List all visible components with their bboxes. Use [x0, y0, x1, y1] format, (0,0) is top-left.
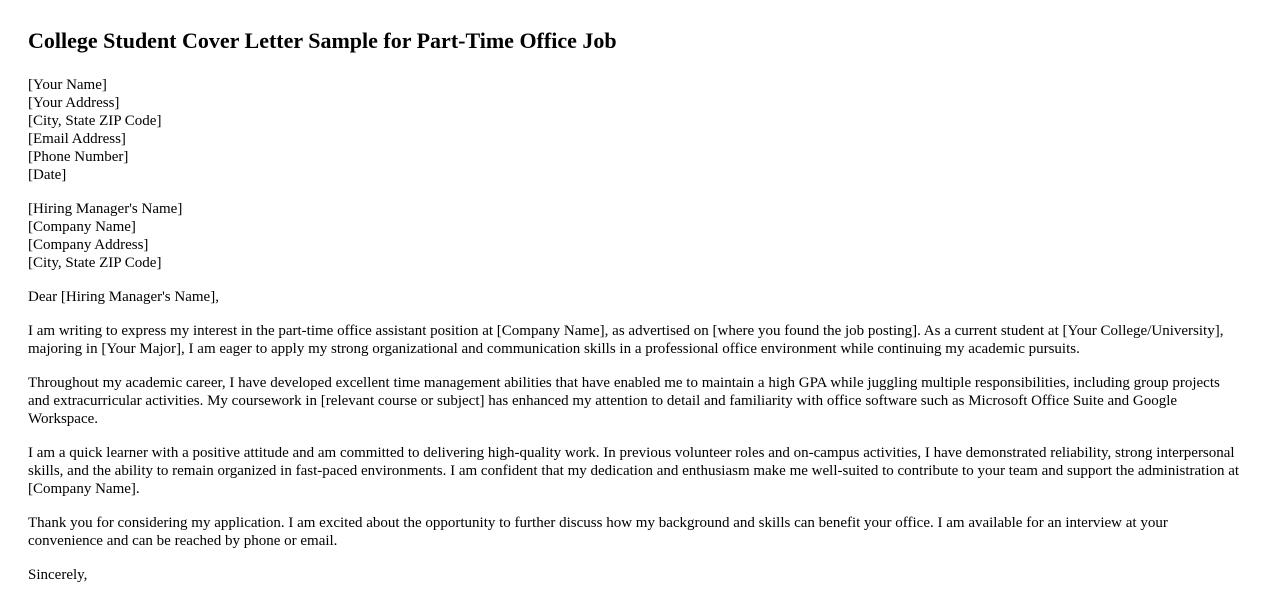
- sender-address-block: [28, 76, 1250, 184]
- recipient-company: [Company Name]: [28, 219, 136, 235]
- recipient-name: [Hiring Manager's Name]: [28, 201, 183, 217]
- page-title: College Student Cover Letter Sample for Part-Time Office Job: [28, 28, 617, 53]
- body-paragraph-1: I am writing to express my interest in the part-time office assistant position at [Company Name], as advertised on [where you found the job posting]. As a current student at [Your College/University], majoring in [Your Major], I am eager to apply my strong organizational and communication skills in a professional office environment while continuing my academic pursuits.: [28, 323, 1224, 357]
- salutation: Dear [Hiring Manager's Name],: [28, 289, 219, 305]
- closing: Sincerely,: [28, 567, 88, 583]
- recipient-address: [Company Address]: [28, 237, 149, 253]
- body-paragraph-2: Throughout my academic career, I have developed excellent time management abilities that have enabled me to maintain a high GPA while juggling multiple responsibilities, including group projects and extracurricular activities. My coursework in [relevant course or subject] has enhanced my attention to detail and familiarity with office software such as Microsoft Office Suite and Google Workspace.: [28, 375, 1220, 427]
- recipient-city-state-zip: [City, State ZIP Code]: [28, 255, 162, 271]
- recipient-address-block: [28, 200, 1250, 272]
- letter-date: [Date]: [28, 167, 67, 183]
- sender-address: [Your Address]: [28, 95, 120, 111]
- sender-name: [Your Name]: [28, 77, 107, 93]
- sender-city-state-zip: [City, State ZIP Code]: [28, 113, 162, 129]
- body-paragraph-3: I am a quick learner with a positive attitude and am committed to delivering high-quality work. In previous volunteer roles and on-campus activities, I have demonstrated reliability, strong interpersonal skills, and the ability to remain organized in fast-paced environments. I am confident that my dedication and enthusiasm make me well-suited to contribute to your team and support the administration at [Company Name].: [28, 445, 1240, 497]
- sender-phone: [Phone Number]: [28, 149, 129, 165]
- body-paragraph-4: Thank you for considering my application. I am excited about the opportunity to further discuss how my background and skills can benefit your office. I am available for an interview at your convenience and can be reached by phone or email.: [28, 515, 1168, 549]
- sender-email: [Email Address]: [28, 131, 126, 147]
